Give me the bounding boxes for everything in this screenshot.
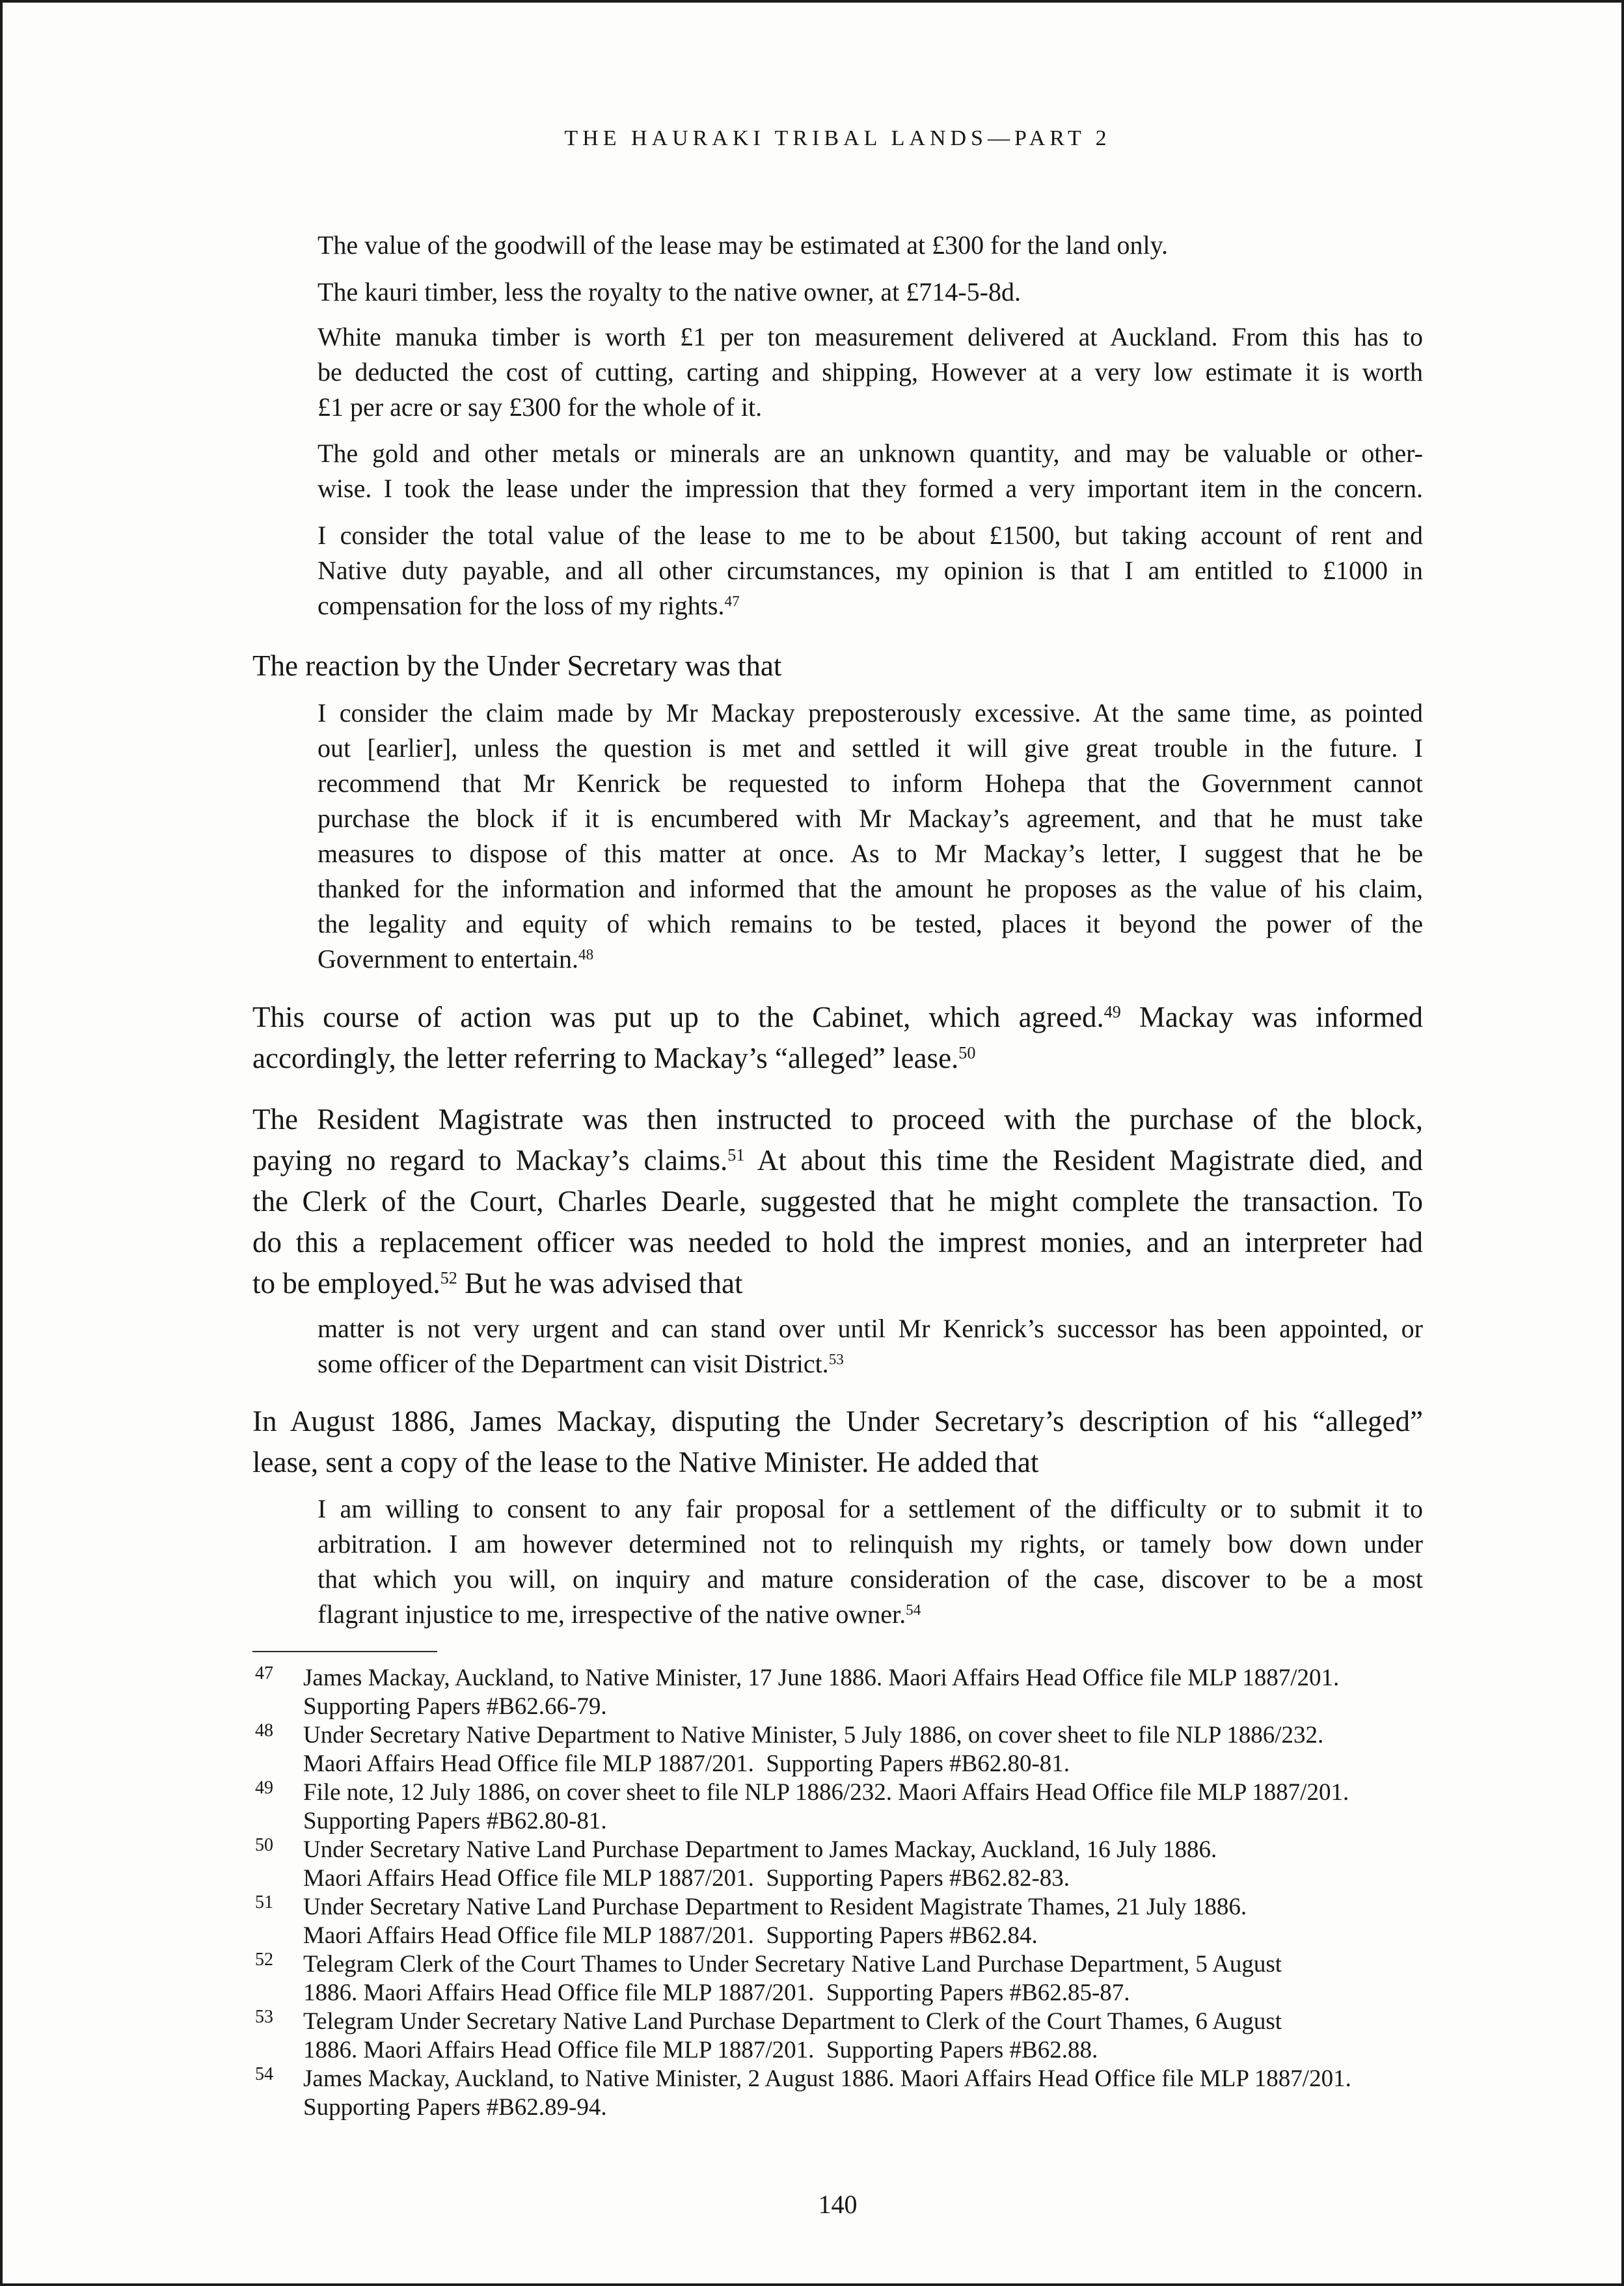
body-paragraph <box>252 1401 1423 1483</box>
text-line <box>252 1263 1423 1304</box>
line-text: some officer of the Department can visit District. <box>318 1349 829 1378</box>
line-text: accordingly, the letter referring to Mackay’s “alleged” lease. <box>252 1042 959 1074</box>
text-line: arbitration. I am however determined not to relinquish my rights, or tamely bow down under <box>318 1529 1423 1558</box>
line-text: Mackay was informed <box>1120 1001 1423 1033</box>
footnote <box>255 2065 1426 2122</box>
line-text: to be employed. <box>252 1267 440 1299</box>
footnote-line: Under Secretary Native Department to Native Minister, 5 July 1886, on cover sheet to file NLP 1886/232. <box>303 1722 1324 1749</box>
footnote-number: 52 <box>255 1950 273 1970</box>
footnote-line: Telegram Under Secretary Native Land Purchase Department to Clerk of the Court Thames, 6 August <box>303 2008 1282 2035</box>
text-line <box>318 942 1423 977</box>
line-text: Government to entertain. <box>318 944 578 973</box>
text-line: White manuka timber is worth £1 per ton measurement delivered at Auckland. From this has to <box>318 322 1423 351</box>
footnote-line: Maori Affairs Head Office file MLP 1887/201. Supporting Papers #B62.80-81. <box>303 1750 1070 1777</box>
footnote-line: 1886. Maori Affairs Head Office file MLP 1887/201. Supporting Papers #B62.88. <box>303 2037 1098 2063</box>
quote-paragraph <box>318 696 1423 977</box>
footnote <box>255 1950 1426 2007</box>
footnote-line: Under Secretary Native Land Purchase Department to James Mackay, Auckland, 16 July 1886. <box>303 1836 1217 1863</box>
footnote-line: Supporting Papers #B62.80-81. <box>303 1808 607 1834</box>
text-line: that which you will, on inquiry and mature consideration of the case, discover to be a most <box>318 1564 1423 1594</box>
text-line: £1 per acre or say £300 for the whole of it. <box>318 392 763 422</box>
text-line: recommend that Mr Kenrick be requested to inform Hohepa that the Government cannot <box>318 769 1423 798</box>
quote-paragraph <box>318 228 1423 263</box>
text-line <box>318 1346 1423 1381</box>
text-line: matter is not very urgent and can stand over until Mr Kenrick’s successor has been appointed, or <box>318 1314 1423 1343</box>
text-line <box>252 1038 1423 1079</box>
text-line: The Resident Magistrate was then instructed to proceed with the purchase of the block, <box>252 1103 1423 1136</box>
footnote-line: Supporting Papers #B62.89-94. <box>303 2094 607 2121</box>
footnote-line: Supporting Papers #B62.66-79. <box>303 1693 607 1720</box>
footnote <box>255 1836 1426 1893</box>
footnote <box>255 2007 1426 2065</box>
footnote-line: Maori Affairs Head Office file MLP 1887/201. Supporting Papers #B62.84. <box>303 1922 1038 1949</box>
line-text: But he was advised that <box>457 1267 743 1299</box>
line-text: paying no regard to Mackay’s claims. <box>252 1144 728 1177</box>
body-paragraph <box>252 1099 1423 1304</box>
footnote-ref: 51 <box>727 1145 745 1165</box>
text-line: In August 1886, James Mackay, disputing the Under Secretary’s description of his “alleged” <box>252 1405 1423 1437</box>
text-line <box>318 1597 1423 1632</box>
text-line: Native duty payable, and all other circumstances, my opinion is that I am entitled to £1000 in <box>318 556 1423 585</box>
quote-paragraph <box>318 320 1423 425</box>
footnote-number: 49 <box>255 1778 273 1798</box>
footnote-line: Telegram Clerk of the Court Thames to Under Secretary Native Land Purchase Department, 5 August <box>303 1951 1282 1978</box>
footnote-line: James Mackay, Auckland, to Native Minister, 17 June 1886. Maori Affairs Head Office file MLP 1887/201. <box>303 1665 1340 1691</box>
footnote-ref: 50 <box>958 1043 976 1063</box>
footnote-ref: 53 <box>828 1351 844 1368</box>
footnote <box>255 1778 1426 1836</box>
text-line: The gold and other metals or minerals are an unknown quantity, and may be valuable or other- <box>318 439 1423 468</box>
footnote-ref: 54 <box>906 1601 921 1619</box>
text-line: lease, sent a copy of the lease to the Native Minister. He added that <box>252 1446 1039 1478</box>
line-text: At about this time the Resident Magistrate died, and <box>744 1144 1423 1177</box>
quote-paragraph <box>318 518 1423 623</box>
quote-paragraph <box>318 1491 1423 1632</box>
running-head: THE HAURAKI TRIBAL LANDS—PART 2 <box>564 126 1111 150</box>
text-line: The kauri timber, less the royalty to the native owner, at £714-5-8d. <box>318 277 1021 306</box>
text-line <box>252 1140 1423 1181</box>
footnote-number: 54 <box>255 2064 273 2084</box>
footnote <box>255 1893 1426 1950</box>
text-line: The value of the goodwill of the lease may be estimated at £300 for the land only. <box>318 230 1169 260</box>
text-line: out [earlier], unless the question is met and settled it will give great trouble in the future. I <box>318 733 1423 763</box>
footnote-ref: 49 <box>1103 1002 1121 1022</box>
footnote <box>255 1664 1426 1721</box>
footnote-line: 1886. Maori Affairs Head Office file MLP 1887/201. Supporting Papers #B62.85-87. <box>303 1980 1130 2006</box>
text-line: I consider the claim made by Mr Mackay preposterously excessive. At the same time, as pointed <box>318 698 1423 728</box>
footnote-ref: 48 <box>578 946 594 964</box>
text-line: wise. I took the lease under the impression that they formed a very important item in the concern. <box>318 474 1423 503</box>
quote-paragraph <box>318 436 1423 506</box>
line-text: flagrant injustice to me, irrespective of the native owner. <box>318 1599 906 1629</box>
footnote-ref: 52 <box>440 1268 457 1288</box>
footnote-number: 51 <box>255 1892 273 1912</box>
text-line: I am willing to consent to any fair proposal for a settlement of the difficulty or to submit it to <box>318 1494 1423 1523</box>
footnote-number: 47 <box>255 1663 273 1683</box>
text-line: purchase the block if it is encumbered with Mr Mackay’s agreement, and that he must take <box>318 804 1423 833</box>
footnote-line: File note, 12 July 1886, on cover sheet to file NLP 1886/232. Maori Affairs Head Office file MLP 1887/201. <box>303 1779 1349 1806</box>
text-line: The reaction by the Under Secretary was that <box>252 649 782 682</box>
quote-paragraph <box>318 275 1423 310</box>
text-line <box>252 997 1423 1038</box>
footnote-number: 53 <box>255 2007 273 2027</box>
body-paragraph <box>252 646 1423 687</box>
text-line: measures to dispose of this matter at once. As to Mr Mackay’s letter, I suggest that he be <box>318 839 1423 868</box>
line-text: This course of action was put up to the Cabinet, which agreed. <box>252 1001 1104 1033</box>
page-number: 140 <box>818 2190 858 2219</box>
footnote-line: James Mackay, Auckland, to Native Minister, 2 August 1886. Maori Affairs Head Office file MLP 1887/201. <box>303 2065 1351 2092</box>
footnote-line: Maori Affairs Head Office file MLP 1887/201. Supporting Papers #B62.82-83. <box>303 1865 1070 1892</box>
footnote-separator <box>252 1651 437 1652</box>
quote-paragraph <box>318 1311 1423 1381</box>
footnote-number: 50 <box>255 1835 273 1855</box>
text-line: do this a replacement officer was needed to hold the imprest monies, and an interpreter had <box>252 1226 1423 1259</box>
body-paragraph <box>252 997 1423 1079</box>
text-line: be deducted the cost of cutting, carting and shipping, However at a very low estimate it is worth <box>318 357 1423 387</box>
footnote-ref: 47 <box>724 593 740 610</box>
footnote-number: 48 <box>255 1721 273 1741</box>
footnote-line: Under Secretary Native Land Purchase Department to Resident Magistrate Thames, 21 July 1886. <box>303 1894 1247 1920</box>
footnotes <box>255 1664 1426 2122</box>
text-line <box>318 588 1423 623</box>
text-line: the Clerk of the Court, Charles Dearle, suggested that he might complete the transaction. To <box>252 1185 1423 1218</box>
footnote <box>255 1721 1426 1778</box>
text-line: the legality and equity of which remains to be tested, places it beyond the power of the <box>318 909 1423 938</box>
line-text: compensation for the loss of my rights. <box>318 591 725 620</box>
text-line: thanked for the information and informed that the amount he proposes as the value of his claim, <box>318 874 1423 903</box>
text-line: I consider the total value of the lease to me to be about £1500, but taking account of rent and <box>318 521 1423 550</box>
